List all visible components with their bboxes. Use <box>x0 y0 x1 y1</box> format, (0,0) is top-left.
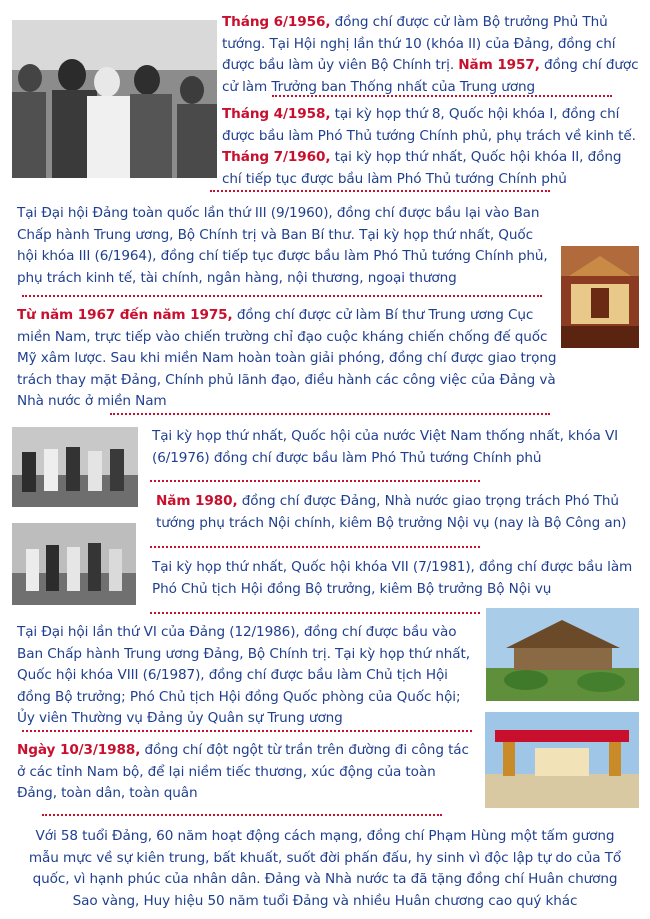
divider <box>150 612 480 614</box>
closing-summary <box>20 826 630 912</box>
photo-memorial-interior <box>561 246 639 348</box>
block-text: tại kỳ họp thứ 8, Quốc hội khóa I, đồng chí được bầu làm Phó Thủ tướng Chính phủ, phụ trách về kinh tế. <box>222 106 636 144</box>
date-highlight: Tháng 7/1960, <box>222 149 331 165</box>
block-text: đồng chí được Đảng, Nhà nước giao trọng trách Phó Thủ tướng phụ trách Nội chính, kiêm Bộ trưởng Nội vụ (nay là Bộ Công an) <box>156 493 627 531</box>
date-highlight: Năm 1957, <box>458 57 540 73</box>
block-1980 <box>156 491 642 534</box>
block-text: Tại kỳ họp thứ nhất, Quốc hội của nước Việt Nam thống nhất, khóa VI (6/1976) đồng chí được bầu làm Phó Thủ tướng Chính phủ <box>152 428 619 466</box>
date-highlight: Tháng 4/1958, <box>222 106 331 122</box>
block-1988 <box>17 740 477 805</box>
divider <box>150 546 480 548</box>
block-1981 <box>152 557 638 600</box>
block-text: Tại Đại hội Đảng toàn quốc lần thứ III (9/1960), đồng chí được bầu lại vào Ban Chấp hành Trung ương, Bộ Chính trị và Ban Bí thư. Tại kỳ họp thứ nhất, Quốc hội khóa III (6/1964), đồng chí tiếp tục được bầu làm Phó Thủ tướng Chính phủ, phụ trách kinh tế, tài chính, ngân hàng, nội thương, ngoại thương <box>17 205 548 286</box>
date-highlight: Tháng 6/1956, <box>222 14 331 30</box>
date-highlight: Ngày 10/3/1988, <box>17 742 141 758</box>
block-text: đồng chí được cử làm Bí thư Trung ương Cục miền Nam, trực tiếp vào chiến trường chỉ đạo cuộc kháng chiến chống đế quốc Mỹ xâm lược. Sau khi miền Nam hoàn toàn giải phóng, đồng chí được giao trọng trách thay mặt Đảng, Chính phủ lãnh đạo, điều hành các công việc của Đảng và Nhà nước ở miền Nam <box>17 307 557 409</box>
divider <box>22 295 542 297</box>
divider <box>210 190 550 192</box>
block-text: Tại Đại hội lần thứ VI của Đảng (12/1986), đồng chí được bầu vào Ban Chấp hành Trung ương Đảng, Bộ Chính trị. Tại kỳ họp thứ nhất, Quốc hội khóa VIII (6/1987), đồng chí được bầu làm Chủ tịch Hội đồng Bộ trưởng; Phó Chủ tịch Hội đồng Quốc phòng của Quốc hội; Ủy viên Thường vụ Đảng ủy Quân sự Trung ương <box>17 624 470 726</box>
date-highlight: Năm 1980, <box>156 493 238 509</box>
divider <box>22 730 472 732</box>
block-text: tại kỳ họp thứ nhất, Quốc hội khóa II, đồng chí tiếp tục được bầu làm Phó Thủ tướng Chính phủ <box>222 149 622 187</box>
photo-leaders-greeting <box>12 20 217 178</box>
block-1960-1964 <box>17 203 557 289</box>
block-text: đồng chí được cử làm Bộ trưởng Phủ Thủ tướng. Tại Hội nghị lần thứ 10 (khóa II) của Đảng, đồng chí được bầu làm ủy viên Bộ Chính trị. <box>222 14 616 73</box>
photo-group-1976 <box>12 427 138 507</box>
block-1967-1975 <box>17 305 557 413</box>
block-1958-1960 <box>222 104 640 190</box>
photo-memorial-gate <box>485 712 639 808</box>
divider <box>150 480 480 482</box>
block-text: đồng chí được cử làm Trưởng ban Thống nhất của Trung ương <box>222 57 639 95</box>
block-1986-1987 <box>17 622 477 730</box>
block-text: đồng chí đột ngột từ trần trên đường đi công tác ở các tỉnh Nam bộ, để lại niềm tiếc thương, xúc động của toàn Đảng, toàn dân, toàn quân <box>17 742 469 801</box>
divider <box>110 413 550 415</box>
divider <box>42 814 442 816</box>
divider <box>272 95 612 97</box>
block-1956-1957 <box>222 12 640 98</box>
photo-traditional-house <box>486 608 639 701</box>
block-text: Với 58 tuổi Đảng, 60 năm hoạt động cách mạng, đồng chí Phạm Hùng một tấm gương mẫu mực về sự kiên trung, bất khuất, suốt đời phấn đấu, hy sinh vì độc lập tự do của Tổ quốc, vì hạnh phúc của nhân dân. Đảng và Nhà nước ta đã tặng đồng chí Huân chương Sao vàng, Huy hiệu 50 năm tuổi Đảng và nhiều Huân chương cao quý khác <box>28 828 622 909</box>
photo-group-1981 <box>12 523 136 605</box>
block-1976 <box>152 426 632 469</box>
date-highlight: Từ năm 1967 đến năm 1975, <box>17 307 233 323</box>
block-text: Tại kỳ họp thứ nhất, Quốc hội khóa VII (7/1981), đồng chí được bầu làm Phó Chủ tịch Hội đồng Bộ trưởng, kiêm Bộ trưởng Bộ Nội vụ <box>152 559 633 597</box>
